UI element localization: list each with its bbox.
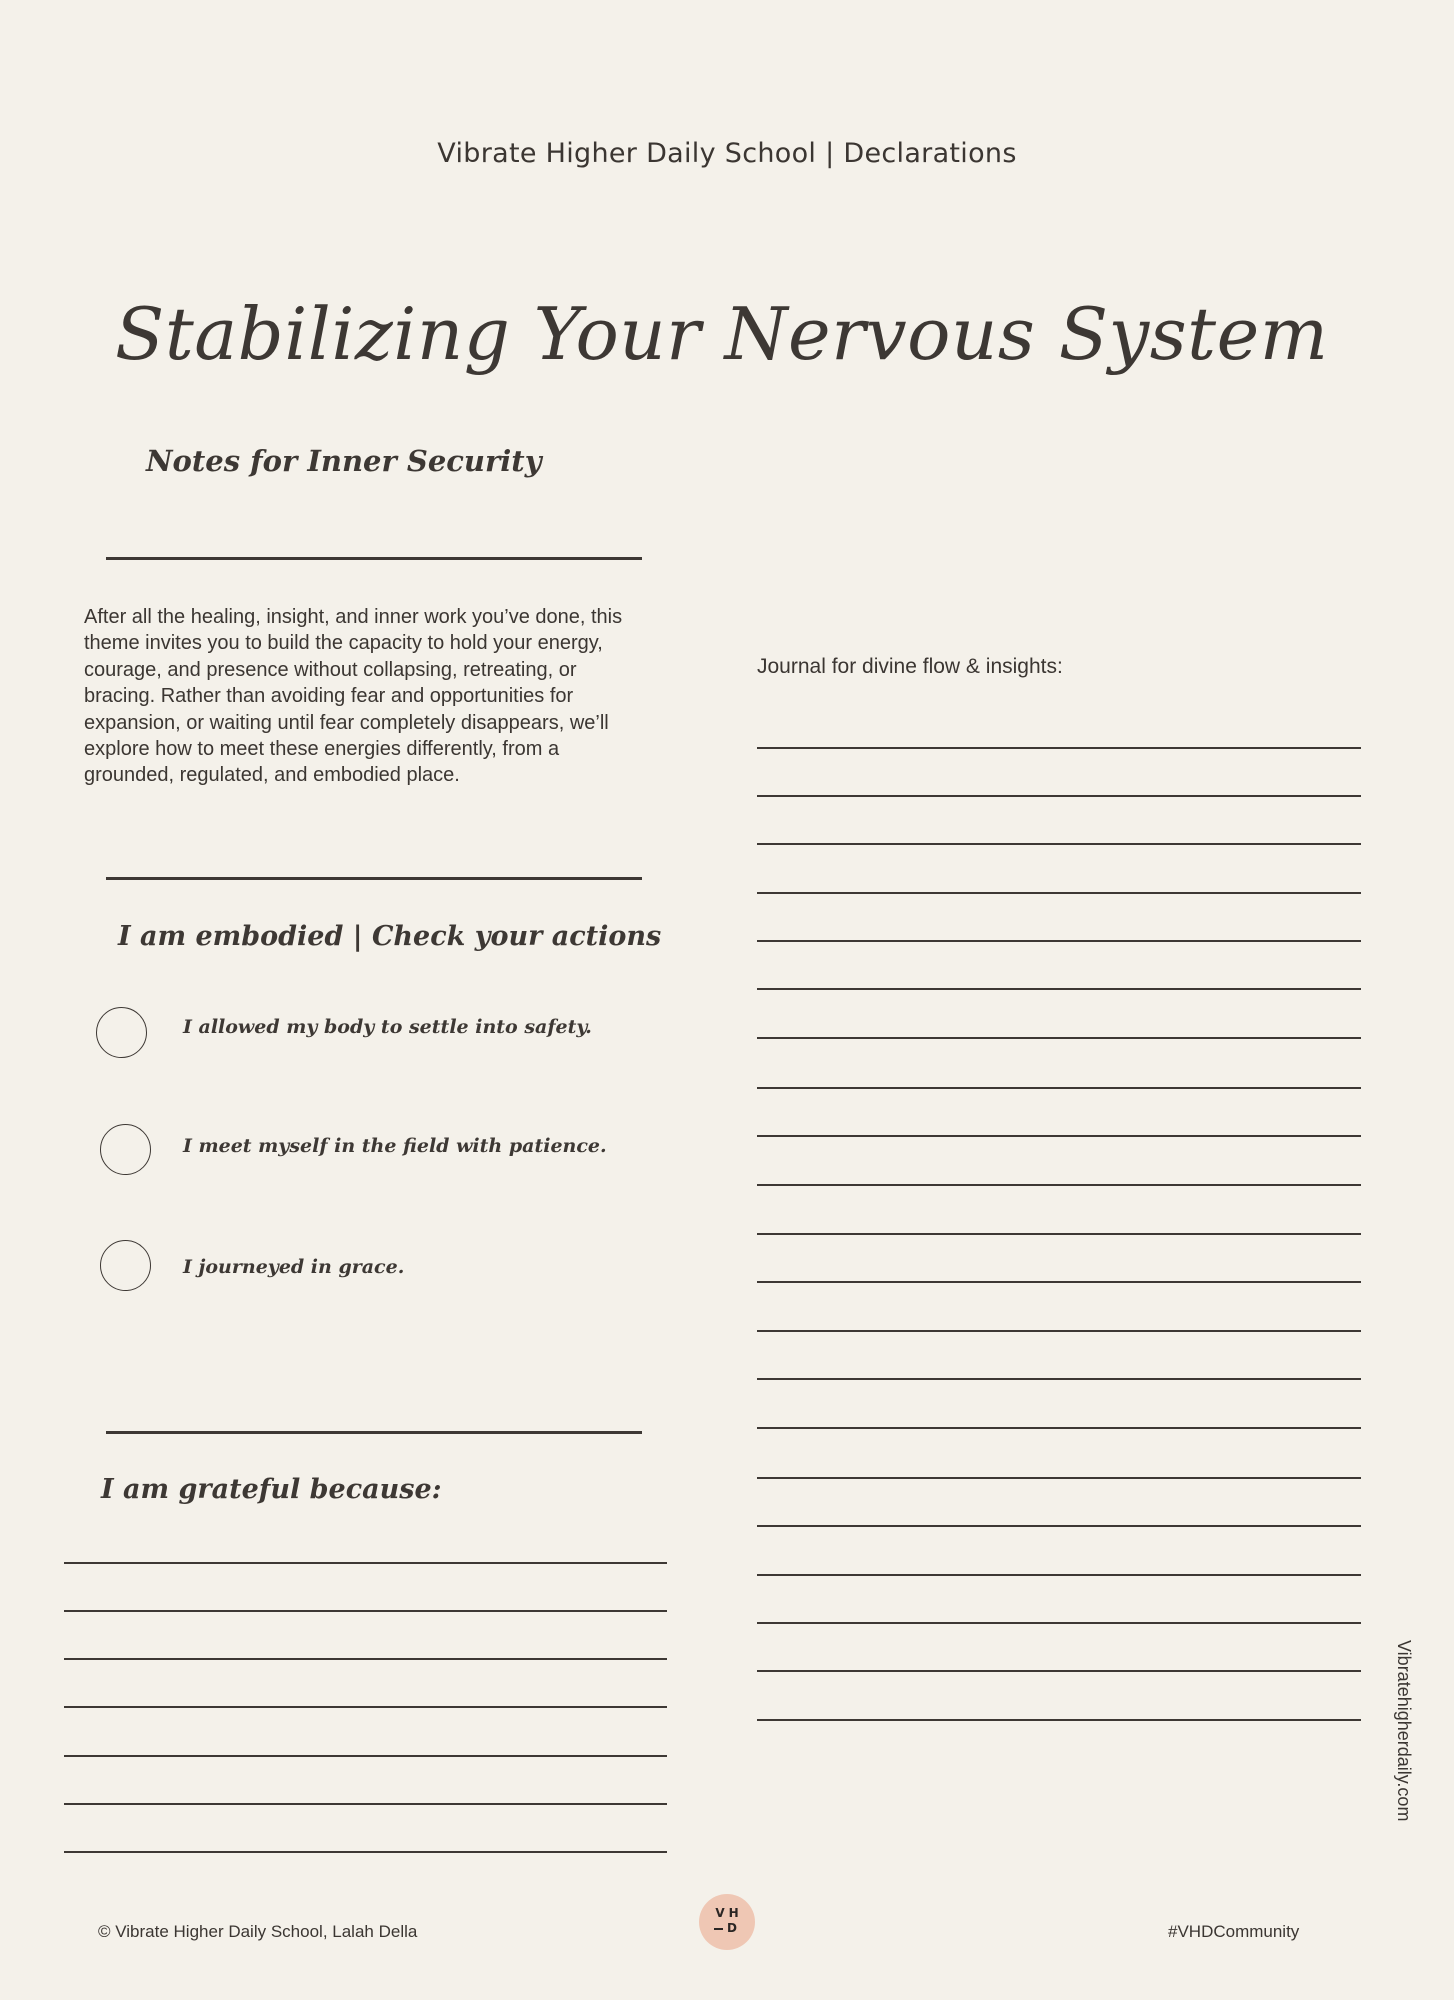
journal-writing-line[interactable] (757, 1233, 1361, 1235)
checkbox-circle[interactable] (96, 1007, 147, 1058)
page-header: Vibrate Higher Daily School | Declarations (437, 138, 1017, 169)
gratitude-writing-line[interactable] (64, 1803, 667, 1805)
website-text: Vibratehigherdaily.com (1394, 1640, 1414, 1822)
page-subtitle: Notes for Inner Security (146, 444, 542, 478)
gratitude-writing-line[interactable] (64, 1562, 667, 1564)
journal-writing-line[interactable] (757, 1087, 1361, 1089)
logo-bottom-letter: D (727, 1921, 737, 1935)
checklist-item[interactable] (96, 1007, 696, 1061)
journal-writing-line[interactable] (757, 1427, 1361, 1429)
divider-bottom (106, 1431, 642, 1434)
journal-writing-line[interactable] (757, 1574, 1361, 1576)
gratitude-writing-line[interactable] (64, 1755, 667, 1757)
checkbox-circle[interactable] (100, 1240, 151, 1291)
gratitude-writing-line[interactable] (64, 1706, 667, 1708)
footer-hashtag: #VHDCommunity (1168, 1922, 1300, 1941)
page-title: Stabilizing Your Nervous System (115, 292, 1329, 376)
journal-writing-line[interactable] (757, 988, 1361, 990)
checklist-item[interactable] (100, 1124, 700, 1178)
intro-paragraph: After all the healing, insight, and inner work you’ve done, this theme invites you to build the capacity to hold your energy, courage, and presence without collapsing, retreating, or bracing. Rather than avoiding fear and opportunities for expansion, or waiting until fear completely disappears, we’ll explore how to meet these energies differently, from a grounded, regulated, and embodied place. (84, 606, 623, 787)
journal-writing-line[interactable] (757, 1622, 1361, 1624)
journal-writing-line[interactable] (757, 1330, 1361, 1332)
vhd-logo (699, 1894, 755, 1950)
journal-writing-line[interactable] (757, 1184, 1361, 1186)
journal-writing-line[interactable] (757, 1135, 1361, 1137)
journal-writing-line[interactable] (757, 747, 1361, 749)
website-vertical-text (1386, 1640, 1418, 1830)
journal-writing-line[interactable] (757, 1719, 1361, 1721)
checkbox-circle[interactable] (100, 1124, 151, 1175)
logo-top-letters: VH (715, 1906, 743, 1920)
journal-writing-line[interactable] (757, 1378, 1361, 1380)
journal-writing-line[interactable] (757, 1037, 1361, 1039)
journal-writing-line[interactable] (757, 795, 1361, 797)
footer-copyright: © Vibrate Higher Daily School, Lalah Della (98, 1922, 418, 1941)
journal-writing-line[interactable] (757, 1670, 1361, 1672)
journal-writing-line[interactable] (757, 940, 1361, 942)
gratitude-writing-line[interactable] (64, 1851, 667, 1853)
journal-writing-line[interactable] (757, 892, 1361, 894)
journal-writing-line[interactable] (757, 843, 1361, 845)
journal-writing-line[interactable] (757, 1281, 1361, 1283)
journal-writing-line[interactable] (757, 1477, 1361, 1479)
checklist-item-label: I journeyed in grace. (183, 1256, 405, 1278)
checklist-item-label: I meet myself in the field with patience. (183, 1135, 607, 1157)
checklist-title: I am embodied | Check your actions (118, 921, 662, 952)
journal-writing-line[interactable] (757, 1525, 1361, 1527)
checklist-item-label: I allowed my body to settle into safety. (183, 1016, 592, 1038)
divider-top (106, 557, 642, 560)
journal-label: Journal for divine flow & insights: (757, 655, 1063, 678)
divider-middle (106, 877, 642, 880)
gratitude-writing-line[interactable] (64, 1658, 667, 1660)
gratitude-writing-line[interactable] (64, 1610, 667, 1612)
checklist-item[interactable] (100, 1240, 700, 1294)
gratitude-title: I am grateful because: (101, 1474, 442, 1505)
